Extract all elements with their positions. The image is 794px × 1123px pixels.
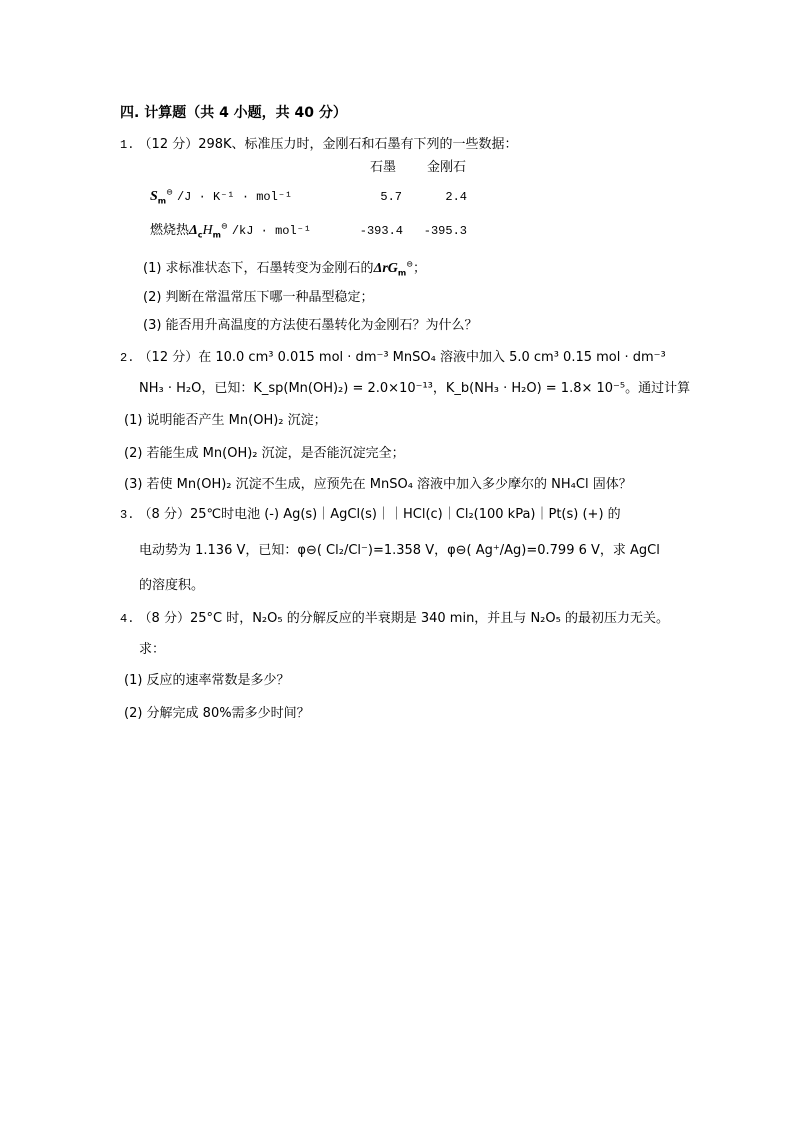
question-4-line-2: 求：	[139, 642, 166, 657]
question-2-part-2: (2) 若能生成 Mn(OH)₂ 沉淀，是否能沉淀完全；	[124, 446, 405, 461]
table-row-enthalpy-label: 燃烧热$\Delta_cH_m^⊖$ /kJ · mol⁻¹	[150, 221, 312, 240]
question-3-line-1: 3. （8 分）25℃时电池 (-) Ag(s)｜AgCl(s)｜｜HCl(c)｜Cl₂(100 kPa)｜Pt(s) (+) 的	[120, 507, 621, 522]
table-header-graphite: 石墨	[370, 160, 397, 175]
table-row-entropy-label: $S_m^⊖$ /J · K⁻¹ · mol⁻¹	[150, 187, 293, 206]
question-2-line-2: NH₃ · H₂O，已知：K_sp(Mn(OH)₂) = 2.0×10⁻¹³，K_b(NH₃ · H₂O) = 1.8× 10⁻⁵。通过计算	[139, 381, 691, 396]
table-cell: 5.7	[380, 190, 402, 204]
question-text: （12 分）298K、标准压力时，金刚石和石墨有下列的一些数据：	[138, 137, 518, 152]
question-3-line-2: 电动势为 1.136 V，已知：φ⊖( Cl₂/Cl⁻)=1.358 V，φ⊖( Ag⁺/Ag)=0.799 6 V，求 AgCl	[139, 543, 660, 558]
question-1-part-1: (1) 求标准状态下，石墨转变为金刚石的ΔrG$_m$⊖；	[143, 259, 426, 278]
question-4-line-1: 4. （8 分）25°C 时，N₂O₅ 的分解反应的半衰期是 340 min，并且与 N₂O₅ 的最初压力无关。	[120, 611, 669, 626]
table-cell: -393.4	[359, 224, 403, 238]
table-cell: -395.3	[423, 224, 467, 238]
question-2-part-1: (1) 说明能否产生 Mn(OH)₂ 沉淀；	[124, 413, 327, 428]
question-3-line-3: 的溶度积。	[139, 578, 205, 593]
question-1-intro	[120, 137, 518, 153]
question-2-part-3: (3) 若使 Mn(OH)₂ 沉淀不生成，应预先在 MnSO₄ 溶液中加入多少摩尔的 NH₄Cl 固体？	[124, 477, 632, 492]
entropy-symbol: S	[150, 189, 158, 204]
table-cell: 2.4	[445, 190, 467, 204]
question-number: 1.	[120, 138, 135, 152]
table-header-diamond: 金刚石	[427, 160, 467, 175]
section-title: 四. 计算题（共 4 小题，共 40 分）	[120, 105, 347, 121]
question-4-part-1: (1) 反应的速率常数是多少？	[124, 673, 290, 688]
question-4-part-2: (2) 分解完成 80%需多少时间？	[124, 706, 310, 721]
question-2-line-1: 2. （12 分）在 10.0 cm³ 0.015 mol · dm⁻³ MnSO₄ 溶液中加入 5.0 cm³ 0.15 mol · dm⁻³	[120, 350, 666, 365]
question-1-part-3: (3) 能否用升高温度的方法使石墨转化为金刚石？为什么？	[143, 318, 478, 333]
question-1-part-2: (2) 判断在常温常压下哪一种晶型稳定；	[143, 290, 374, 305]
